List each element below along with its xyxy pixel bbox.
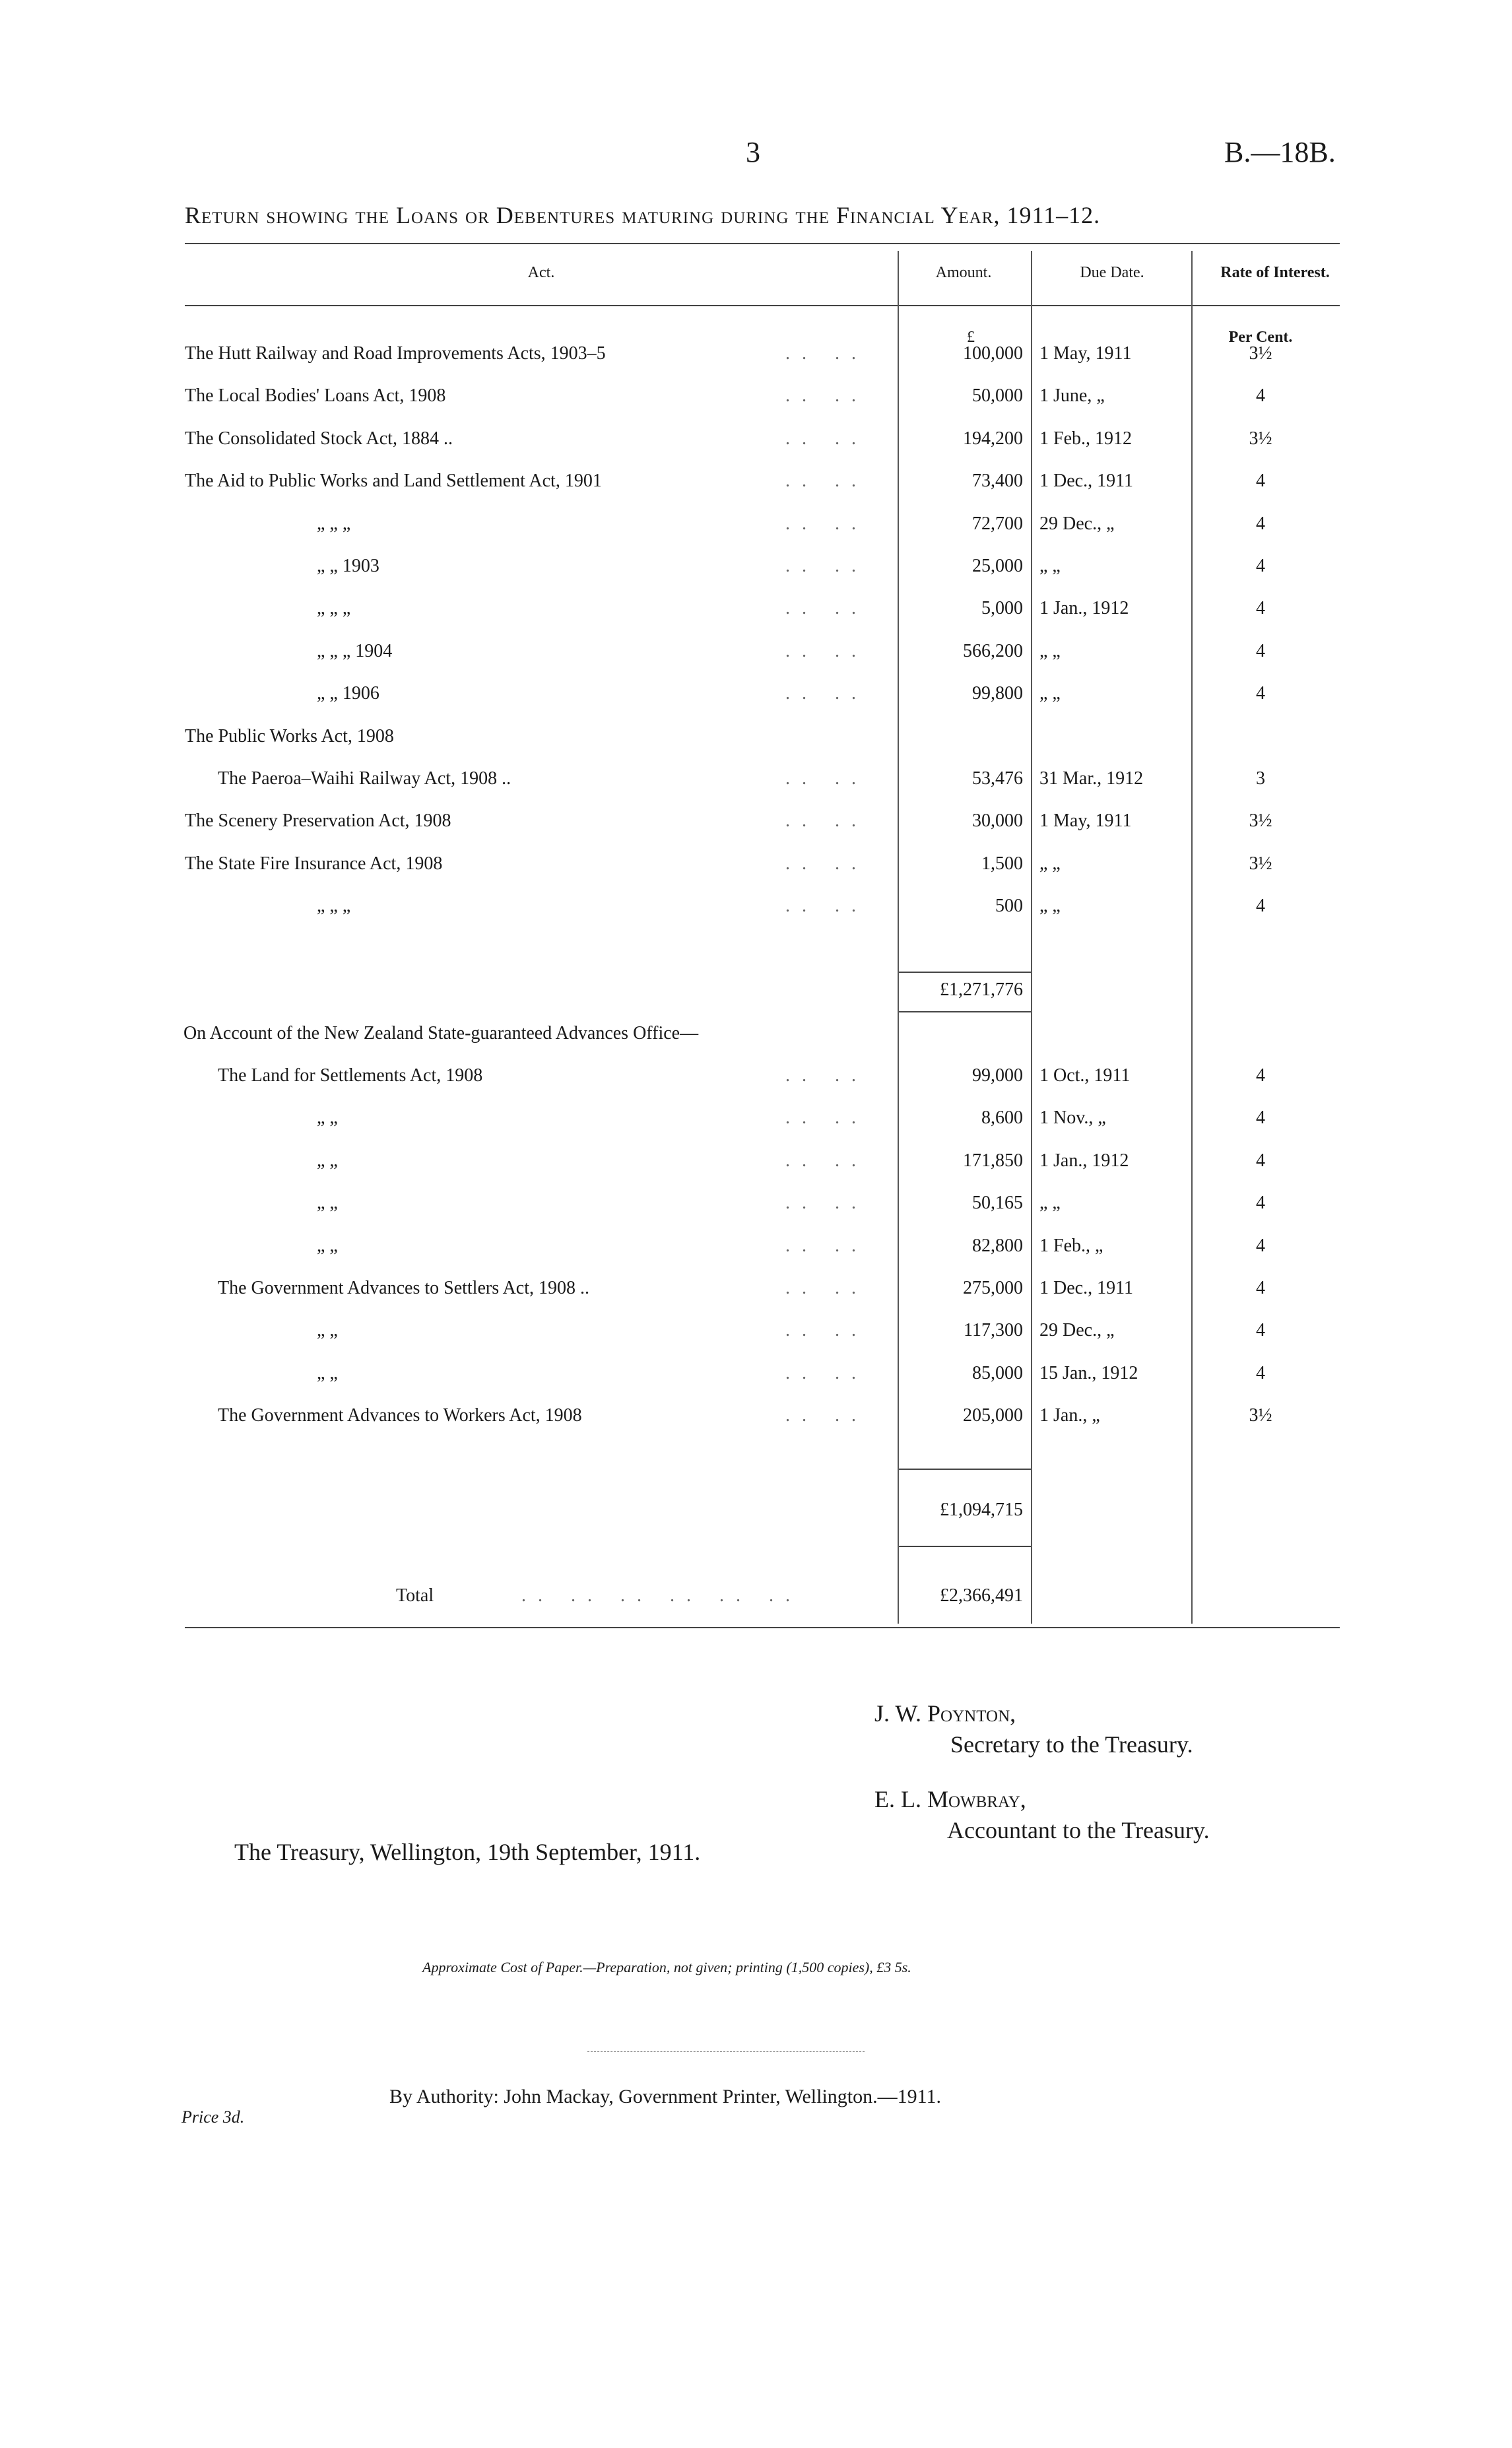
signatory-2-title: Accountant to the Treasury. (947, 1817, 1210, 1843)
column-header-amount: Amount. (935, 264, 992, 281)
table-row (0, 768, 1512, 810)
subtotal-2-bottom-rule (899, 1546, 1031, 1547)
table-row (0, 428, 1512, 471)
page-number: 3 (746, 136, 760, 168)
table-row (0, 1193, 1512, 1235)
leader-dots: .. .. (785, 1405, 868, 1426)
table-row (0, 471, 1512, 513)
amount-value: 50,165 (972, 1193, 1023, 1214)
leader-dots: .. .. (785, 896, 868, 917)
act-name: The Consolidated Stock Act, 1884 .. (185, 428, 453, 449)
leader-dots: .. .. (785, 428, 868, 449)
amount-value: 117,300 (964, 1320, 1023, 1341)
leader-dots: .. .. (785, 343, 868, 364)
subtotal-2: £1,094,715 (940, 1500, 1023, 1520)
table-bottom-rule (185, 1627, 1340, 1628)
act-name: „ „ (317, 1362, 338, 1383)
signatory-2-name: E. L. Mowbray, (874, 1786, 1026, 1812)
cost-of-paper-note: Approximate Cost of Paper.—Preparation, not given; printing (1,500 copies), £3 5s. (422, 1959, 911, 1975)
printer-imprint: By Authority: John Mackay, Government Printer, Wellington.—1911. (389, 2086, 942, 2107)
act-name: The Public Works Act, 1908 (185, 725, 394, 746)
rate-value: 4 (1256, 385, 1265, 407)
amount-value: 500 (995, 896, 1023, 917)
due-date-value: 1 June, „ (1039, 385, 1105, 407)
due-date-value: 1 Jan., 1912 (1039, 1150, 1129, 1171)
amount-value: 99,800 (972, 683, 1023, 704)
total-label: Total (396, 1585, 434, 1606)
amount-value: 53,476 (972, 768, 1023, 789)
amount-value: 85,000 (972, 1362, 1023, 1383)
table-row (0, 641, 1512, 683)
table-row (0, 556, 1512, 598)
amount-value: 50,000 (972, 385, 1023, 407)
column-header-rate: Rate of Interest. (1220, 264, 1330, 281)
amount-value: 8,600 (981, 1108, 1023, 1129)
subtotal-1-bottom-rule (899, 1011, 1031, 1012)
due-date-value: 1 Nov., „ (1039, 1108, 1106, 1129)
rate-value: 4 (1256, 1065, 1265, 1086)
amount-value: 25,000 (972, 556, 1023, 576)
leader-dots: .. .. (785, 683, 868, 704)
subtotal-1: £1,271,776 (940, 979, 1023, 1000)
total-amount: £2,366,491 (940, 1585, 1023, 1606)
leader-dots: .. .. (785, 513, 868, 534)
leader-dots: .. .. (785, 853, 868, 874)
price: Price 3d. (181, 2107, 245, 2127)
leader-dots: .. .. (785, 1362, 868, 1383)
table-row (0, 513, 1512, 556)
rate-unit: Per Cent. (1228, 329, 1293, 346)
due-date-value: 1 Oct., 1911 (1039, 1065, 1131, 1086)
leader-dots: .. .. (785, 1278, 868, 1298)
due-date-value: 29 Dec., „ (1039, 1320, 1115, 1341)
due-date-value: 1 Jan., 1912 (1039, 598, 1129, 619)
act-name: The State Fire Insurance Act, 1908 (185, 853, 443, 874)
subtotal-1-top-rule (899, 972, 1031, 973)
place-and-date: The Treasury, Wellington, 19th September, 1911. (234, 1839, 701, 1865)
act-name: The Local Bodies' Loans Act, 1908 (185, 385, 446, 407)
rate-value: 4 (1256, 1362, 1265, 1383)
amount-value: 82,800 (972, 1235, 1023, 1256)
table-row (0, 343, 1512, 385)
due-date-value: 1 Feb., 1912 (1039, 428, 1132, 449)
table-row (0, 1320, 1512, 1362)
due-date-value: 1 Dec., 1911 (1039, 471, 1134, 492)
due-date-value: 29 Dec., „ (1039, 513, 1115, 534)
table-row (0, 1363, 1512, 1405)
signatory-1-title: Secretary to the Treasury. (950, 1731, 1193, 1758)
act-name: „ „ „ 1904 (317, 640, 393, 661)
act-name: „ „ „ (317, 896, 351, 917)
leader-dots: .. .. (785, 1193, 868, 1214)
amount-value: 1,500 (981, 853, 1023, 874)
table-row (0, 1278, 1512, 1320)
subtotal-2-top-rule (899, 1469, 1031, 1470)
act-name: „ „ 1906 (317, 683, 379, 704)
amount-value: 99,000 (972, 1065, 1023, 1086)
rate-value: 4 (1256, 556, 1265, 576)
rate-value: 4 (1256, 640, 1265, 661)
due-date-value: 1 Jan., „ (1039, 1405, 1100, 1426)
due-date-value: „ „ (1039, 1193, 1061, 1214)
rate-value: 4 (1256, 683, 1265, 704)
header-bottom-rule (185, 305, 1340, 306)
table-title: Return showing the Loans or Debentures maturing during the Financial Year, 1911–12. (185, 202, 1101, 228)
due-date-value: „ „ (1039, 683, 1061, 704)
leader-dots: .. .. (785, 1320, 868, 1341)
total-leader-dots: .. .. .. .. .. .. (521, 1585, 802, 1606)
act-name: „ „ 1903 (317, 556, 379, 576)
amount-value: 171,850 (963, 1150, 1023, 1171)
table-row (0, 1065, 1512, 1108)
act-name: „ „ (317, 1150, 338, 1171)
table-row (0, 683, 1512, 725)
column-header-act: Act. (527, 264, 555, 281)
leader-dots: .. .. (785, 768, 868, 789)
due-date-value: „ „ (1039, 896, 1061, 917)
due-date-value: 1 May, 1911 (1039, 343, 1132, 364)
rate-value: 4 (1256, 1235, 1265, 1256)
act-name: The Paeroa–Waihi Railway Act, 1908 .. (218, 768, 511, 789)
column-header-due-date: Due Date. (1080, 264, 1144, 281)
due-date-value: 1 Feb., „ (1039, 1235, 1103, 1256)
rate-value: 4 (1256, 513, 1265, 534)
table-top-rule (185, 243, 1340, 244)
act-name: „ „ „ (317, 513, 351, 534)
due-date-value: „ „ (1039, 640, 1061, 661)
due-date-value: 1 Dec., 1911 (1039, 1278, 1134, 1298)
due-date-value: 15 Jan., 1912 (1039, 1362, 1138, 1383)
amount-value: 275,000 (963, 1278, 1023, 1298)
leader-dots: .. .. (785, 598, 868, 619)
table-row (0, 1236, 1512, 1278)
section-2-heading: On Account of the New Zealand State-guaranteed Advances Office— (183, 1023, 699, 1043)
act-name: „ „ (317, 1193, 338, 1214)
leader-dots: .. .. (785, 556, 868, 576)
rate-value: 3½ (1249, 853, 1272, 874)
due-date-value: „ „ (1039, 853, 1061, 874)
document-reference: B.—18B. (1224, 136, 1336, 168)
rate-value: 4 (1256, 1320, 1265, 1341)
rate-value: 4 (1256, 896, 1265, 917)
table-row (0, 896, 1512, 938)
act-name: „ „ „ (317, 598, 351, 619)
rate-value: 3½ (1249, 810, 1272, 832)
leader-dots: .. .. (785, 1235, 868, 1256)
table-row (0, 1150, 1512, 1193)
signatory-1-name: J. W. Poynton, (874, 1700, 1016, 1727)
act-name: The Government Advances to Settlers Act, 1908 .. (218, 1278, 589, 1298)
leader-dots: .. .. (785, 1150, 868, 1171)
table-row (0, 1405, 1512, 1447)
rate-value: 3½ (1249, 343, 1272, 364)
rate-value: 4 (1256, 598, 1265, 619)
leader-dots: .. .. (785, 810, 868, 832)
act-name: „ „ (317, 1235, 338, 1256)
leader-dots: .. .. (785, 471, 868, 492)
rate-value: 4 (1256, 471, 1265, 492)
rate-value: 4 (1256, 1150, 1265, 1171)
act-name: The Hutt Railway and Road Improvements Acts, 1903–5 (185, 343, 606, 364)
table-row (0, 726, 1512, 768)
rate-value: 4 (1256, 1108, 1265, 1129)
amount-value: 73,400 (972, 471, 1023, 492)
amount-unit: £ (967, 329, 975, 346)
amount-value: 72,700 (972, 513, 1023, 534)
amount-value: 5,000 (981, 598, 1023, 619)
rate-value: 3½ (1249, 1405, 1272, 1426)
act-name: The Aid to Public Works and Land Settlement Act, 1901 (185, 471, 602, 492)
act-name: „ „ (317, 1108, 338, 1129)
table-row (0, 598, 1512, 640)
leader-dots: .. .. (785, 1065, 868, 1086)
act-name: The Scenery Preservation Act, 1908 (185, 810, 451, 832)
leader-dots: .. .. (785, 1108, 868, 1129)
table-row (0, 385, 1512, 428)
amount-value: 194,200 (963, 428, 1023, 449)
rate-value: 3½ (1249, 428, 1272, 449)
due-date-value: 1 May, 1911 (1039, 810, 1132, 832)
amount-value: 30,000 (972, 810, 1023, 832)
table-row (0, 810, 1512, 853)
rate-value: 4 (1256, 1278, 1265, 1298)
amount-value: 566,200 (963, 640, 1023, 661)
amount-value: 205,000 (963, 1405, 1023, 1426)
due-date-value: 31 Mar., 1912 (1039, 768, 1144, 789)
amount-value: 100,000 (963, 343, 1023, 364)
table-row (0, 1108, 1512, 1150)
leader-dots: .. .. (785, 640, 868, 661)
due-date-value: „ „ (1039, 556, 1061, 576)
footer-divider (587, 2051, 865, 2052)
act-name: „ „ (317, 1320, 338, 1341)
leader-dots: .. .. (785, 385, 868, 407)
rate-value: 4 (1256, 1193, 1265, 1214)
rate-value: 3 (1256, 768, 1265, 789)
table-row (0, 853, 1512, 896)
act-name: The Land for Settlements Act, 1908 (218, 1065, 483, 1086)
act-name: The Government Advances to Workers Act, 1908 (218, 1405, 582, 1426)
